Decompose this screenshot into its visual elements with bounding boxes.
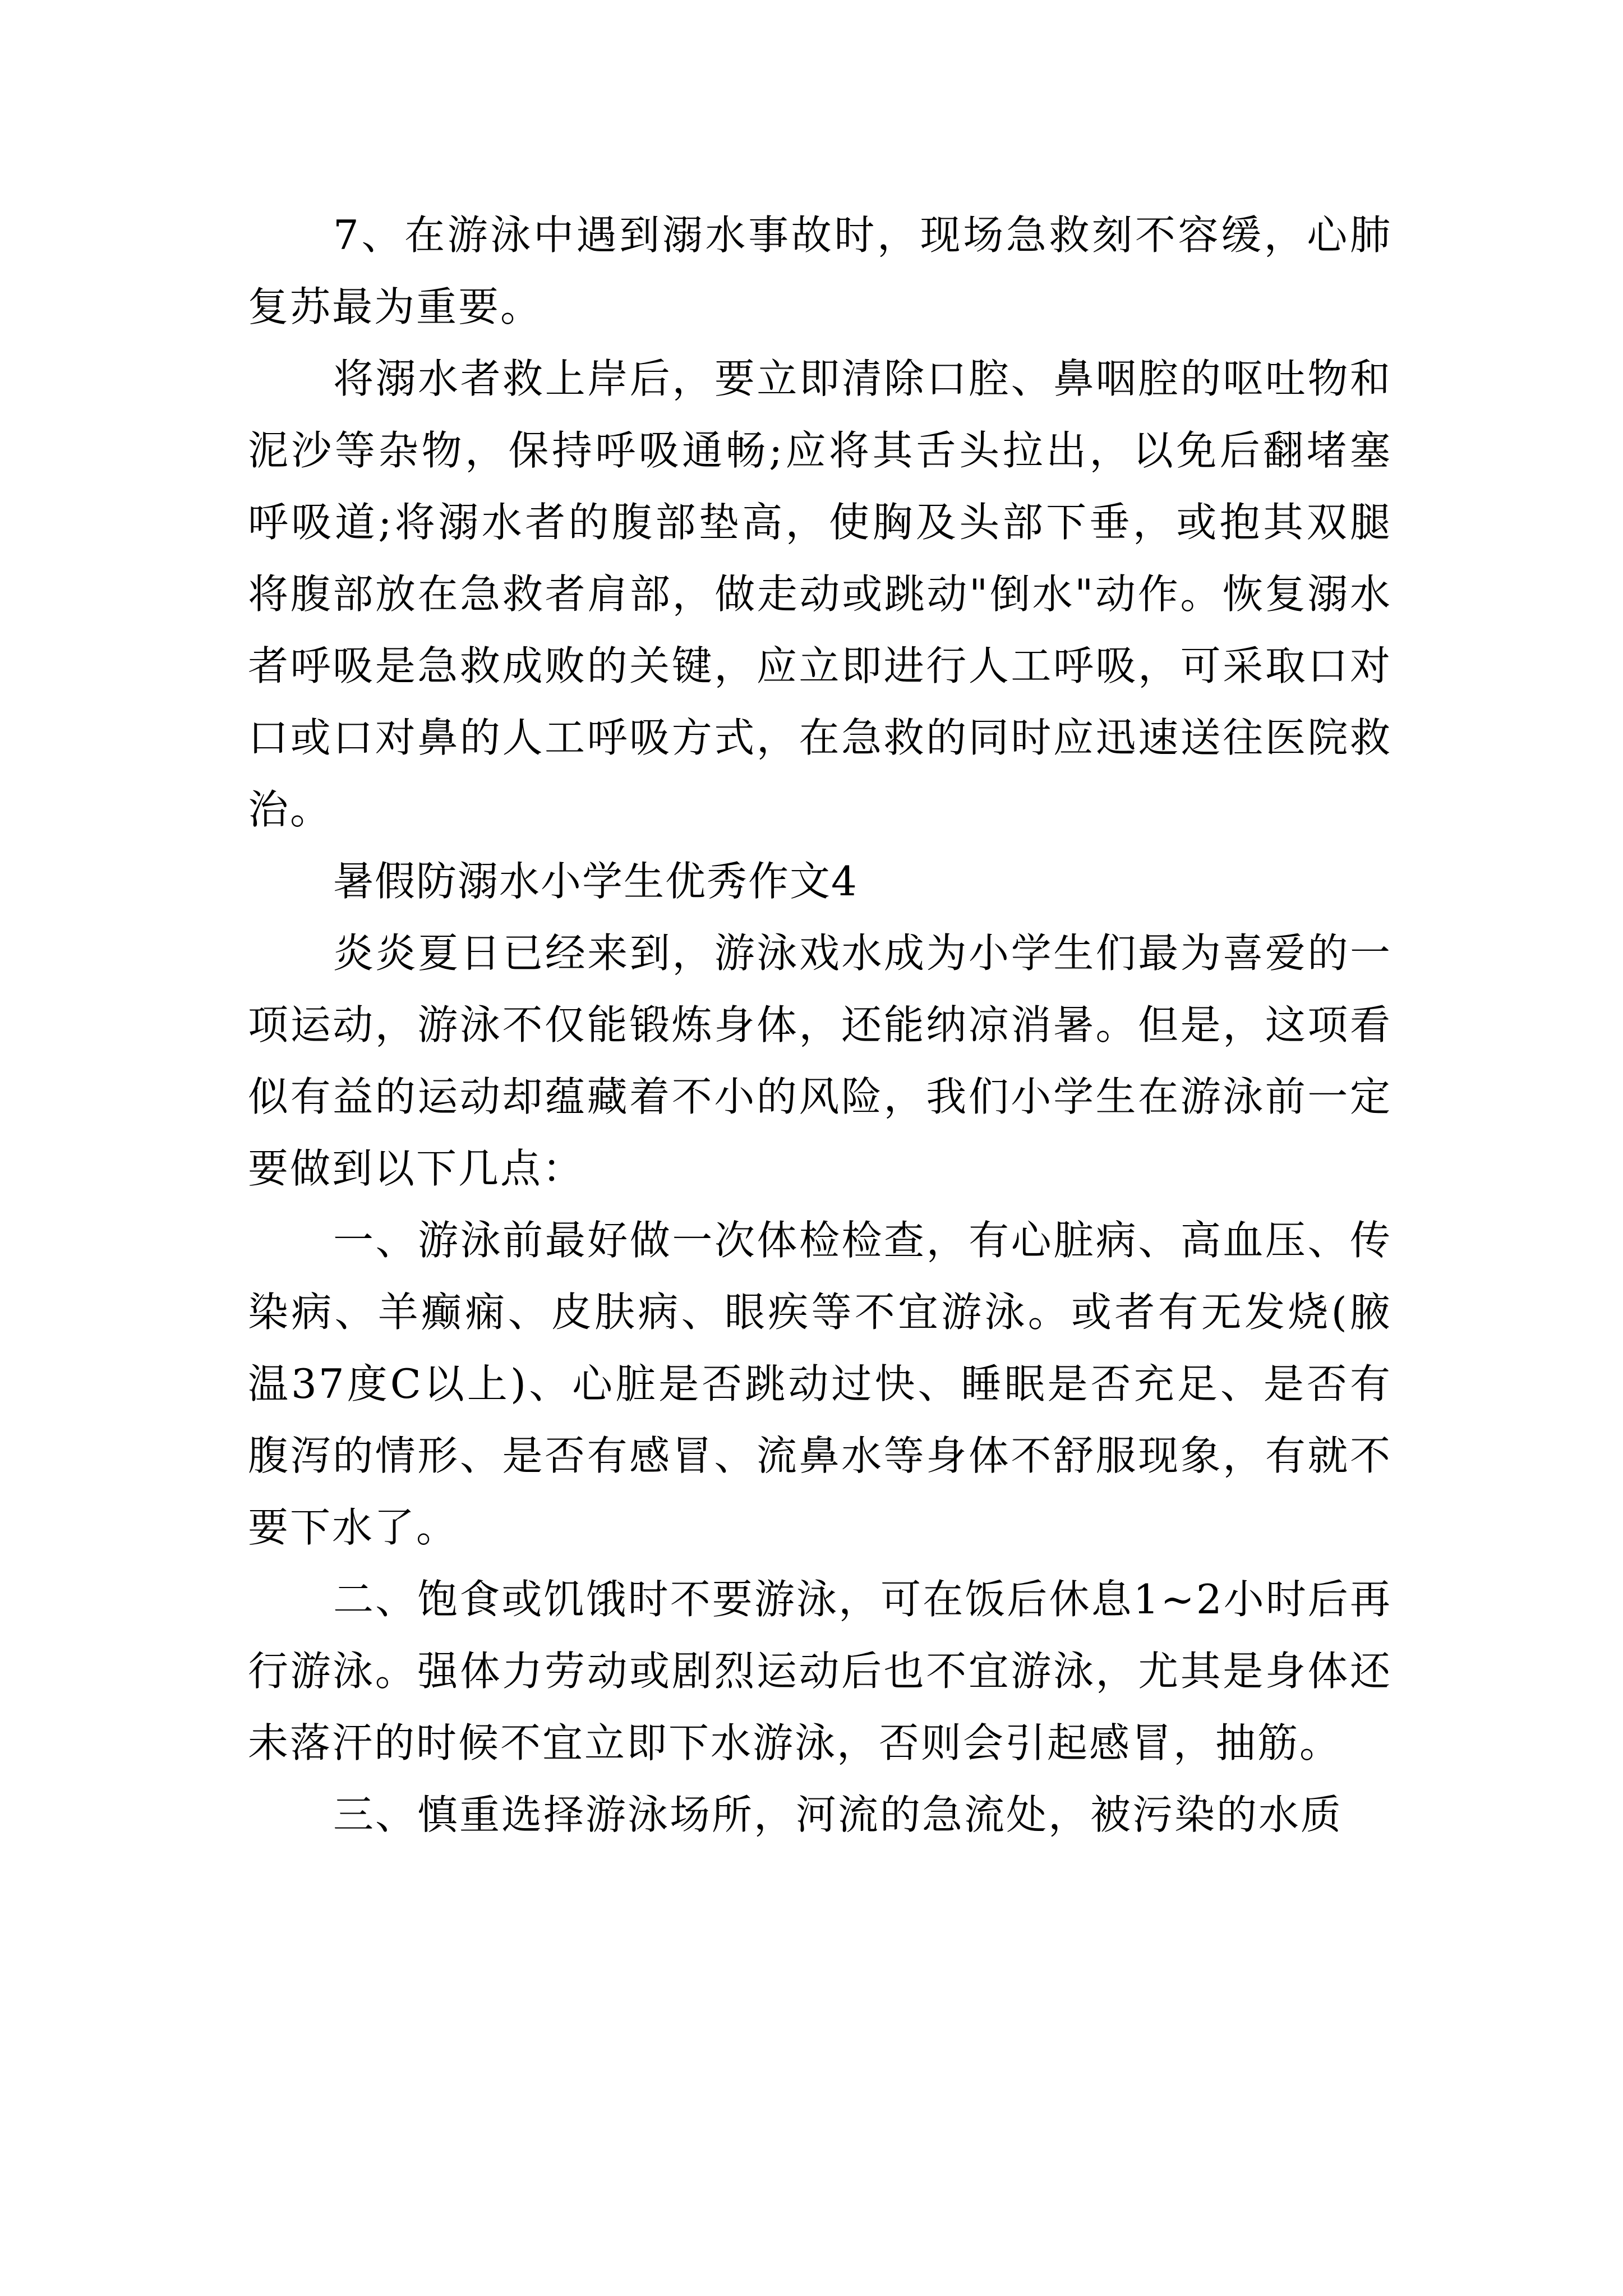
section-heading: 暑假防溺水小学生优秀作文4 bbox=[333, 858, 858, 905]
paragraph-intro: 炎炎夏日已经来到，游泳戏水成为小学生们最为喜爱的一项运动，游泳不仅能锻炼身体，还能纳凉消暑。但是，这项看似有益的运动却蕴藏着不小的风险，我们小学生在游泳前一定要做到以下几点： bbox=[248, 930, 1392, 1192]
paragraph-rescue-steps: 将溺水者救上岸后，要立即清除口腔、鼻咽腔的呕吐物和泥沙等杂物，保持呼吸通畅;应将其舌头拉出，以免后翻堵塞呼吸道;将溺水者的腹部垫高，使胸及头部下垂，或抱其双腿将腹部放在急救者肩部，做走动或跳动"倒水"动作。恢复溺水者呼吸是急救成败的关键，应立即进行人工呼吸，可采取口对口或口对鼻的人工呼吸方式，在急救的同时应迅速送往医院救治。 bbox=[248, 355, 1392, 833]
document-body bbox=[248, 199, 1392, 1851]
paragraph-point-two: 二、饱食或饥饿时不要游泳，可在饭后休息1~2小时后再行游泳。强体力劳动或剧烈运动后也不宜游泳，尤其是身体还未落汗的时候不宜立即下水游泳，否则会引起感冒，抽筋。 bbox=[248, 1576, 1392, 1766]
paragraph-drowning-cpr: 7、在游泳中遇到溺水事故时，现场急救刻不容缓，心肺复苏最为重要。 bbox=[248, 211, 1392, 330]
paragraph-point-three: 三、慎重选择游泳场所，河流的急流处，被污染的水质 bbox=[333, 1791, 1343, 1838]
paragraph-point-one: 一、游泳前最好做一次体检检查，有心脏病、高血压、传染病、羊癫痫、皮肤病、眼疾等不宜游泳。或者有无发烧(腋温37度C以上)、心脏是否跳动过快、睡眠是否充足、是否有腹泻的情形、是否有感冒、流鼻水等身体不舒服现象，有就不要下水了。 bbox=[248, 1217, 1392, 1551]
